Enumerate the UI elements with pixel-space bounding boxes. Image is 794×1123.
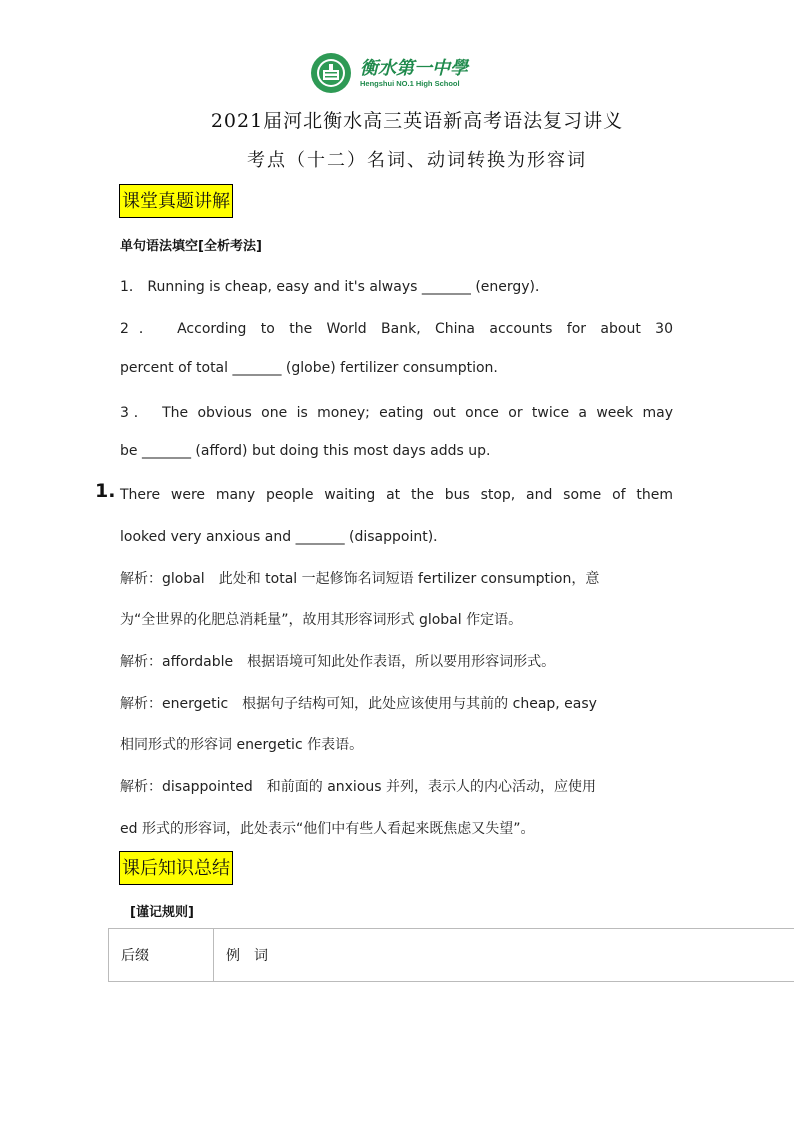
logo-chinese-name: 衡水第一中學 [360, 58, 468, 79]
table-header-examples: 例 词 [214, 929, 794, 982]
question-4-number: 1. [95, 480, 116, 502]
document-subtitle: 考点（十二）名词、动词转换为形容词 [247, 150, 587, 171]
answer-1-line-1: 解析：global 此处和 total 一起修饰名词短语 fertilizer consumption，意 [120, 571, 600, 587]
answer-2: 解析：affordable 根据语境可知此处作表语，所以要用形容词形式。 [120, 654, 556, 670]
section-heading-summary: 课后知识总结 [119, 851, 233, 885]
school-logo [310, 52, 475, 96]
question-4-line-2: looked very anxious and _______ (disappoint)． [120, 529, 448, 545]
table-header-row [109, 929, 794, 982]
question-3-line-1: 3． The obvious one is money; eating out once or twice a week may [120, 405, 673, 421]
question-2-line-1: 2． According to the World Bank, China accounts for about 30 [120, 321, 673, 337]
table-header-suffix: 后缀 [109, 929, 214, 982]
suffix-rules-table [108, 928, 794, 982]
answer-4-line-1: 解析：disappointed 和前面的 anxious 并列，表示人的内心活动，应使用 [120, 779, 596, 795]
section-heading-classroom: 课堂真题讲解 [119, 184, 233, 218]
question-1: 1． Running is cheap, easy and it's always _______ (energy)． [120, 279, 550, 295]
question-3-line-2: be _______ (afford) but doing this most days adds up. [120, 443, 491, 459]
document-title: 2021届河北衡水高三英语新高考语法复习讲义 [210, 110, 624, 132]
rules-label: [谨记规则] [130, 905, 194, 920]
question-2-line-2: percent of total _______ (globe) fertilizer consumption. [120, 360, 498, 376]
school-seal-icon [310, 52, 352, 94]
logo-english-name: Hengshui NO.1 High School [360, 79, 460, 88]
answer-3-line-2: 相同形式的形容词 energetic 作表语。 [120, 737, 364, 753]
answer-3-line-1: 解析：energetic 根据句子结构可知，此处应该使用与其前的 cheap, easy [120, 696, 597, 712]
answer-1-line-2: 为“全世界的化肥总消耗量”，故用其形容词形式 global 作定语。 [120, 612, 523, 628]
answer-4-line-2: ed 形式的形容词，此处表示“他们中有些人看起来既焦虑又失望”。 [120, 821, 535, 837]
question-4-line-1: There were many people waiting at the bus stop, and some of them [120, 487, 673, 503]
exercise-label: 单句语法填空[全析考法] [120, 239, 262, 254]
